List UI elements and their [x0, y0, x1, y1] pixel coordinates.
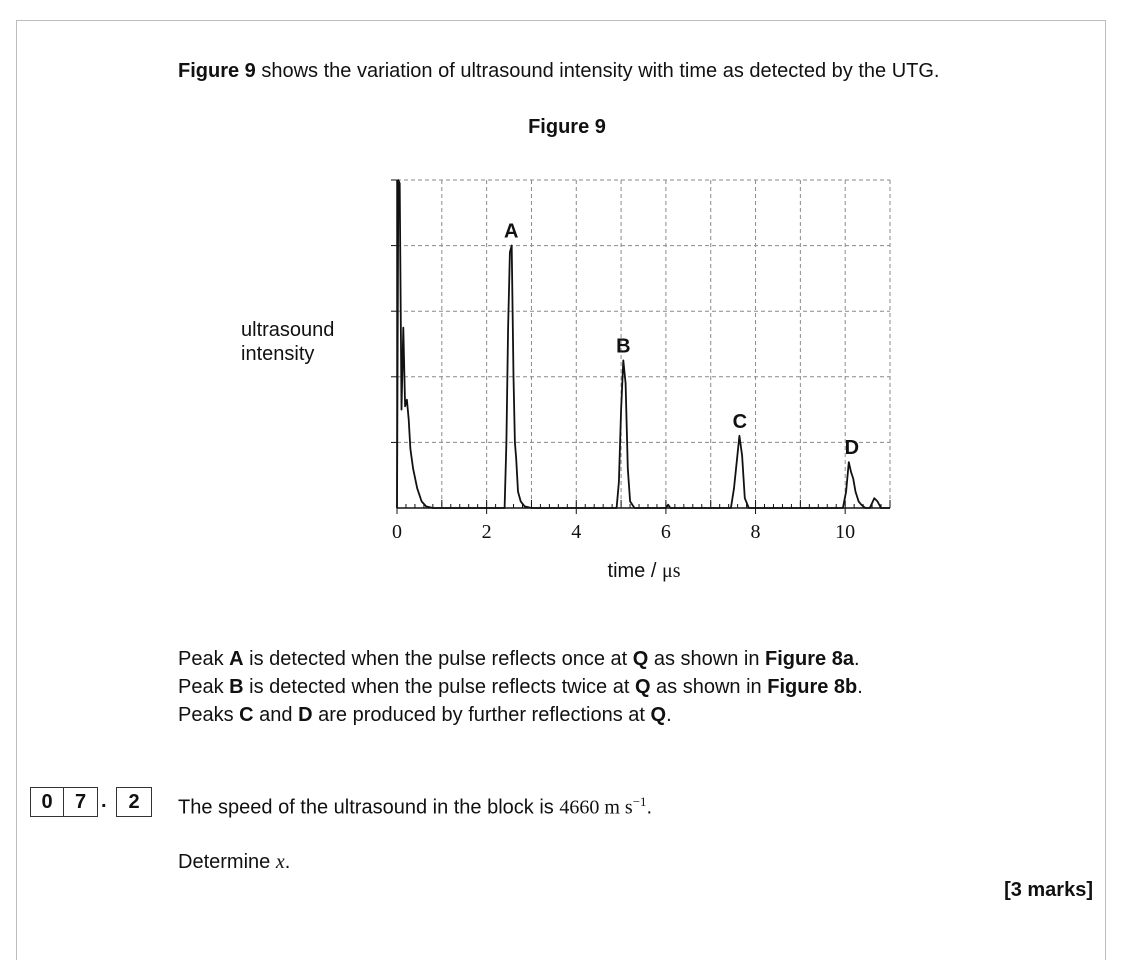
x-tick-label: 8	[750, 521, 761, 543]
x-tick-label: 4	[571, 521, 582, 543]
y-axis-label-line1: ultrasound	[241, 319, 335, 341]
peak-label-d: D	[844, 437, 860, 460]
x-tick-label: 0	[392, 521, 402, 543]
marks-label: [3 marks]	[1004, 879, 1093, 901]
chart-grid	[397, 180, 890, 508]
peak-label-b: B	[616, 335, 631, 358]
peak-label-c: C	[732, 410, 748, 433]
peak-b-line: Peak B is detected when the pulse reflects twice at Q as shown in Figure 8b.	[178, 676, 863, 698]
speed-value: 4660 m s	[559, 796, 633, 819]
peak-a-line: Peak A is detected when the pulse reflects once at Q as shown in Figure 8a.	[178, 648, 860, 670]
chart-axes	[391, 180, 890, 514]
peak-label-a: A	[504, 220, 519, 243]
question-text: The speed of the ultrasound in the block is 4660 m $s^{-1}$.	[178, 794, 653, 819]
question-number-dot: .	[101, 790, 107, 812]
peaks-cd-line: Peaks C and D are produced by further reflections at Q.	[178, 704, 672, 726]
x-axis-label: time / μs	[607, 560, 681, 582]
intro-rest: shows the variation of ultrasound intensity with time as detected by the UTG.	[255, 60, 940, 82]
question-number-digit-2: 7	[64, 787, 98, 817]
figure-title: Figure 9	[528, 116, 606, 138]
variable-x: x	[275, 851, 285, 873]
x-tick-label: 2	[481, 521, 492, 543]
question-number-digit-1: 0	[30, 787, 64, 817]
question-number-digit-3: 2	[116, 787, 152, 817]
x-tick-label: 10	[835, 521, 856, 543]
intensity-series-line	[397, 180, 890, 508]
figure-ref: Figure 9	[178, 60, 256, 82]
determine-text: Determine x.	[178, 851, 291, 873]
chart-series	[397, 180, 890, 508]
x-tick-label: 6	[660, 521, 671, 543]
speed-exponent: −1	[632, 794, 647, 809]
y-axis-label-line2: intensity	[241, 343, 315, 365]
x-axis-unit: μs	[661, 560, 681, 582]
